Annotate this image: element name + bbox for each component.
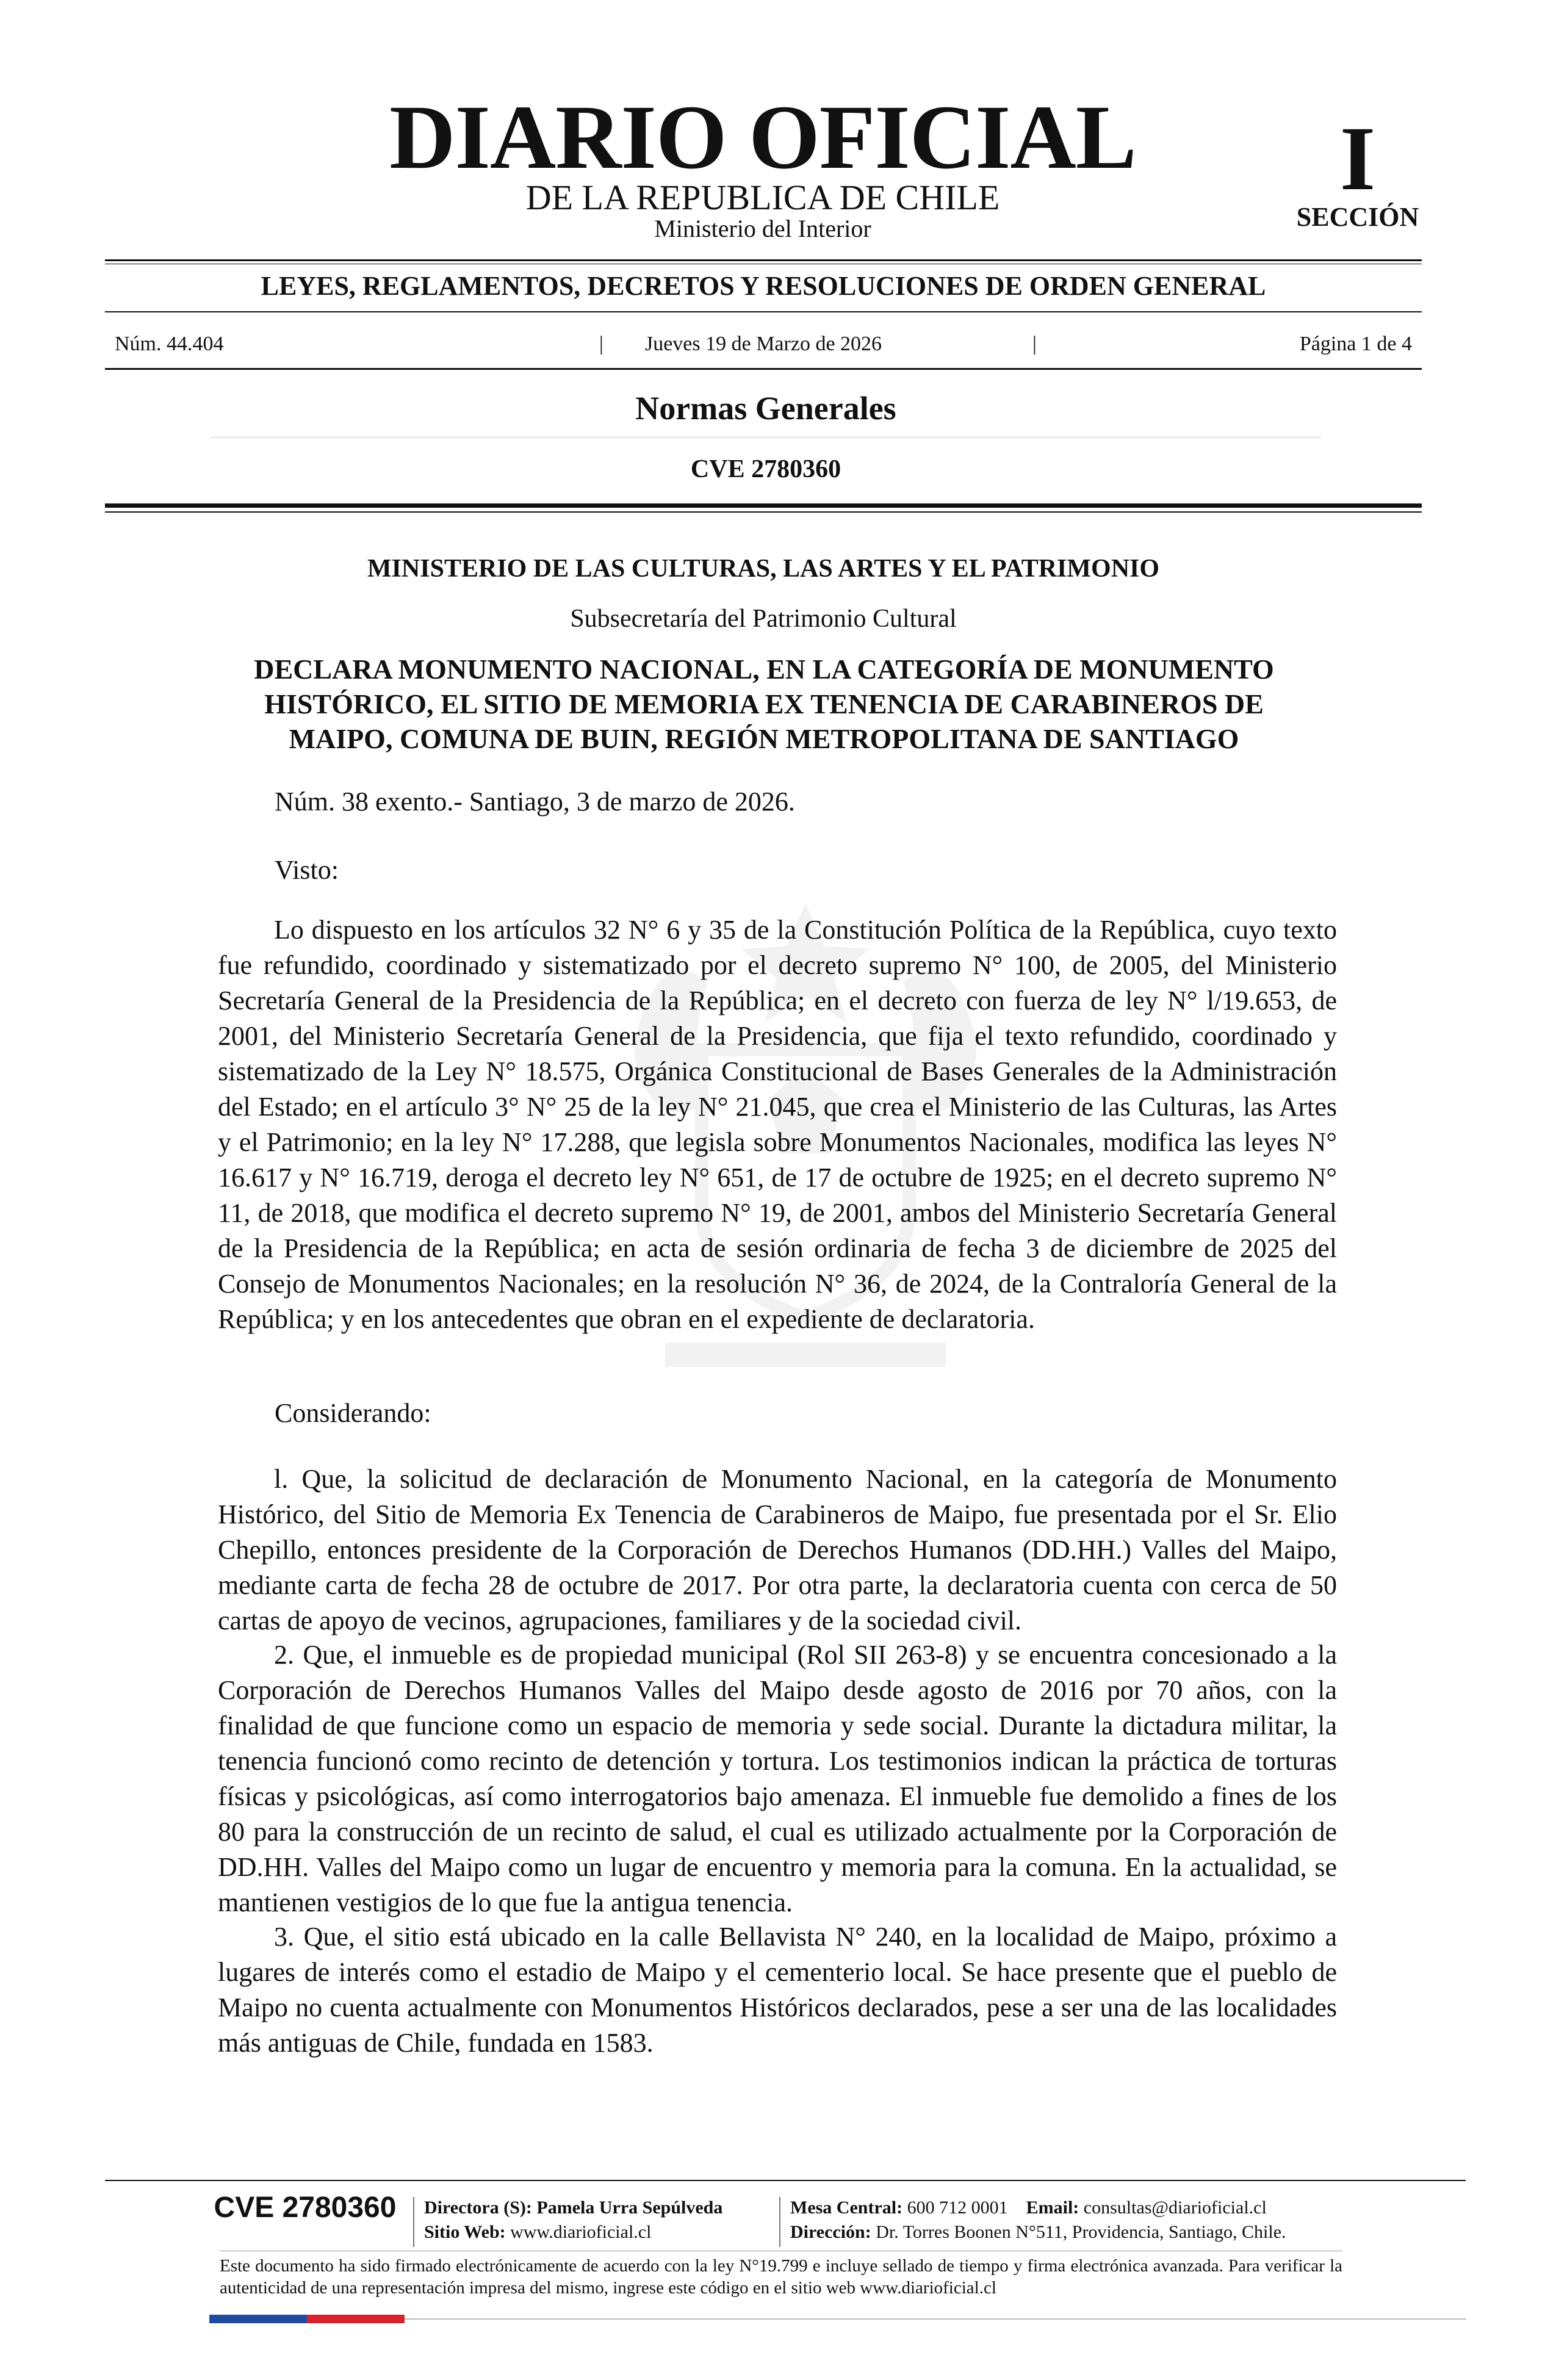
site-value[interactable]: www.diarioficial.cl bbox=[510, 2222, 652, 2242]
footer-contact bbox=[790, 2196, 1267, 2220]
decree-title-line: DECLARA MONUMENTO NACIONAL, EN LA CATEGORÍA DE MONUMENTO bbox=[254, 654, 1274, 685]
section-divider bbox=[211, 437, 1321, 438]
flag-stripe-blue bbox=[209, 2315, 307, 2323]
info-bar-rule bbox=[105, 368, 1422, 370]
header-rule-thin bbox=[105, 511, 1422, 513]
address-label: Dirección: bbox=[790, 2222, 871, 2242]
decree-number: Núm. 38 exento.- Santiago, 3 de marzo de 2026. bbox=[275, 787, 795, 817]
director-name: Pamela Urra Sepúlveda bbox=[536, 2198, 723, 2218]
considerando-paragraph: l. Que, la solicitud de declaración de Monumento Nacional, en la categoría de Monumento Histórico, del Sitio de Memoria Ex Tenencia de Carabineros de Maipo, fue presentada por el Sr. Elio Chepillo, entonces presidente de la Corporación de Derechos Humanos (DD.HH.) Valles del Maipo, mediante carta de fecha 28 de octubre de 2017. Por otra parte, la declaratoria cuenta con cerca de 50 cartas de apoyo de vecinos, agrupaciones, familiares y de la sociedad civil. bbox=[218, 1464, 1337, 1635]
ministry-heading: MINISTERIO DE LAS CULTURAS, LAS ARTES Y EL PATRIMONIO bbox=[367, 555, 1160, 583]
footer-cve-code: CVE 2780360 bbox=[214, 2191, 397, 2224]
address-value: Dr. Torres Boonen N°511, Providencia, Santiago, Chile. bbox=[876, 2222, 1286, 2242]
masthead-rule-top bbox=[105, 259, 1422, 261]
email-label: Email: bbox=[1026, 2198, 1079, 2218]
footer-website bbox=[424, 2221, 651, 2244]
visto-paragraph: Lo dispuesto en los artículos 32 N° 6 y 35 de la Constitución Política de la República, cuyo texto fue refundido, coordinado y sistematizado por el decreto supremo N° 100, de 2005, del Ministerio Secretaría General de la Presidencia de la República; en el decreto con fuerza de ley N° l/19.653, de 2001, del Ministerio Secretaría General de la Presidencia, que fija el texto refundido, coordinado y sistematizado de la Ley N° 18.575, Orgánica Constitucional de Bases Generales de la Administración del Estado; en el artículo 3° N° 25 de la ley N° 21.045, que crea el Ministerio de las Culturas, las Artes y el Patrimonio; en la ley N° 17.288, que legisla sobre Monumentos Nacionales, modifica las leyes N° 16.617 y N° 16.719, deroga el decreto ley N° 651, de 17 de octubre de 1925; en el decreto supremo N° 11, de 2018, que modifica el decreto supremo N° 19, de 2001, ambos del Ministerio Secretaría General de la Presidencia de la República; en acta de sesión ordinaria de fecha 3 de diciembre de 2025 del Consejo de Monumentos Nacionales; en la resolución N° 36, de 2024, de la Contraloría General de la República; y en los antecedentes que obran en el expediente de declaratoria. bbox=[218, 915, 1337, 1334]
flag-stripe-red bbox=[307, 2315, 405, 2323]
site-label: Sitio Web: bbox=[424, 2222, 506, 2242]
legal-notice: Este documento ha sido firmado electrónicamente de acuerdo con la ley N°19.799 e incluye sellado de tiempo y firma electrónica avanzada. Para verificar la autenticidad de una representación impresa del mismo, ingrese este código en el sitio web www.diarioficial.cl bbox=[220, 2256, 1342, 2298]
central-label: Mesa Central: bbox=[790, 2198, 903, 2218]
masthead-title: DIARIO OFICIAL bbox=[389, 87, 1136, 188]
category-heading: LEYES, REGLAMENTOS, DECRETOS Y RESOLUCIONES DE ORDEN GENERAL bbox=[261, 271, 1266, 301]
info-bar bbox=[105, 333, 1422, 359]
footer-address bbox=[790, 2221, 1286, 2244]
category-rule bbox=[105, 311, 1422, 312]
section-label: SECCIÓN bbox=[1296, 202, 1419, 232]
footer-director bbox=[424, 2196, 722, 2220]
footer-bottom-rule bbox=[405, 2318, 1466, 2320]
masthead-ministry: Ministerio del Interior bbox=[654, 215, 871, 242]
central-value: 600 712 0001 bbox=[907, 2198, 1008, 2218]
section-number: I bbox=[1339, 108, 1376, 209]
decree-title-line: HISTÓRICO, EL SITIO DE MEMORIA EX TENENCIA DE CARABINEROS DE bbox=[264, 688, 1264, 719]
issue-date: Jueves 19 de Marzo de 2026 bbox=[644, 333, 882, 355]
considerando-paragraph: 3. Que, el sitio está ubicado en la calle Bellavista N° 240, en la localidad de Maipo, próximo a lugares de interés como el estadio de Maipo y el cementerio local. Se hace presente que el pueblo de Maipo no cuenta actualmente con Monumentos Históricos declarados, pese a ser una de las localidades más antiguas de Chile, fundada en 1583. bbox=[218, 1922, 1337, 2058]
decree-title-line: MAIPO, COMUNA DE BUIN, REGIÓN METROPOLITANA DE SANTIAGO bbox=[289, 723, 1239, 754]
masthead-subtitle: DE LA REPUBLICA DE CHILE bbox=[525, 178, 1000, 217]
info-separator: | bbox=[599, 333, 603, 355]
considerando-label: Considerando: bbox=[275, 1398, 431, 1428]
header-rule-thick bbox=[105, 503, 1422, 508]
director-label: Directora (S): bbox=[424, 2198, 532, 2218]
considerando-paragraph: 2. Que, el inmueble es de propiedad municipal (Rol SII 263-8) y se encuentra concesionado a la Corporación de Derechos Humanos Valles del Maipo desde agosto de 2016 por 70 años, con la finalidad de que funcione como un espacio de memoria y sede social. Durante la dictadura militar, la tenencia funcionó como recinto de detención y tortura. Los testimonios indican la práctica de torturas físicas y psicológicas, así como interrogatorios bajo amenaza. El inmueble fue demolido a fines de los 80 para la construcción de un recinto de salud, el cual es utilizado actualmente por la Corporación de DD.HH. Valles del Maipo como un lugar de encuentro y memoria para la comuna. En la actualidad, se mantienen vestigios de lo que fue la antigua tenencia. bbox=[218, 1640, 1337, 1917]
issue-number: Núm. 44.404 bbox=[115, 333, 224, 355]
cve-code: CVE 2780360 bbox=[690, 455, 841, 483]
section-name: Normas Generales bbox=[635, 390, 896, 427]
info-separator: | bbox=[1032, 333, 1037, 355]
footer-rule bbox=[105, 2180, 1466, 2181]
subsecretaria: Subsecretaría del Patrimonio Cultural bbox=[570, 605, 957, 633]
footer-separator bbox=[779, 2197, 780, 2247]
visto-label: Visto: bbox=[275, 855, 339, 885]
footer-separator bbox=[413, 2197, 414, 2247]
page-indicator: Página 1 de 4 bbox=[1299, 333, 1412, 355]
decree-title bbox=[227, 652, 1301, 756]
email-value[interactable]: consultas@diarioficial.cl bbox=[1083, 2198, 1267, 2218]
